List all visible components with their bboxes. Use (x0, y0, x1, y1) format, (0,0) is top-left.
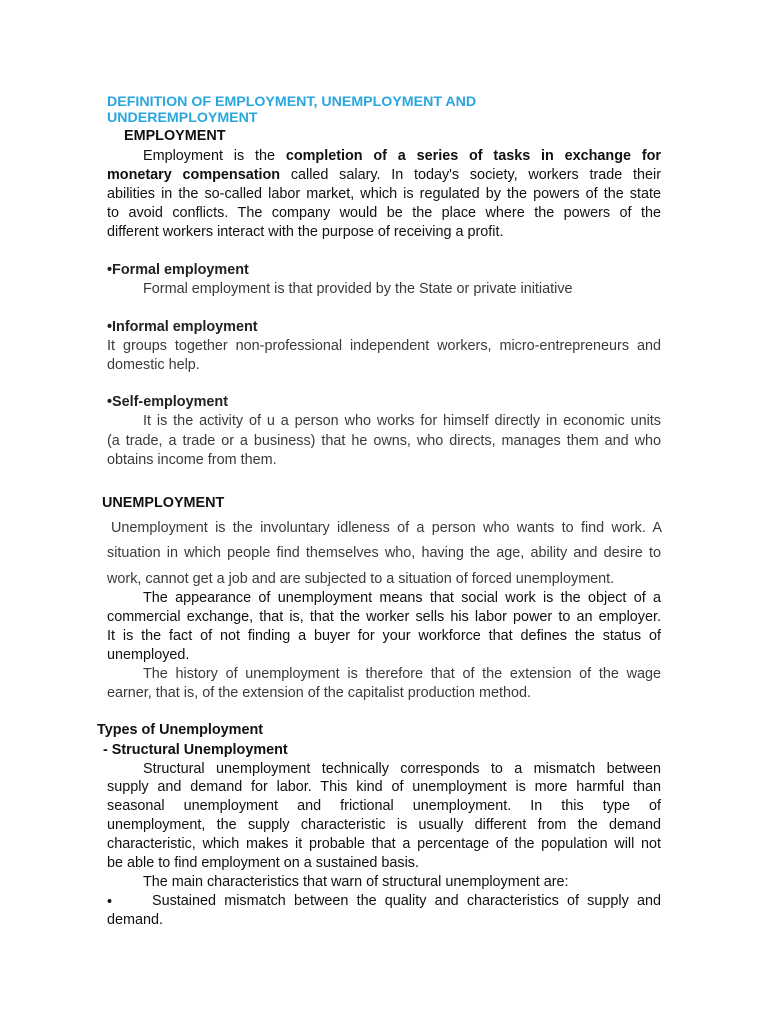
unemployment-paragraph-2-line-4: unemployed. (107, 647, 190, 663)
unemployment-paragraph-3-line-2: earner, that is, of the extension of the capitalist production method. (107, 685, 531, 701)
document-title-line-2: UNDEREMPLOYMENT (107, 110, 258, 126)
employment-paragraph-line-1 (143, 147, 661, 166)
employment-text-bold: completion of a series of tasks in exchange for (285, 148, 661, 164)
employment-text-plain-2: called salary. In today's society, workers trade their (280, 167, 661, 183)
informal-employment-line-1: It groups together non-professional independent workers, micro-entrepreneurs and (107, 338, 661, 354)
employment-text-bold-2: monetary compensation (107, 167, 281, 183)
employment-heading: EMPLOYMENT (124, 128, 226, 144)
employment-text-plain: Employment is the (143, 148, 286, 164)
unemployment-paragraph-2-line-1: The appearance of unemployment means that social work is the object of a (143, 590, 661, 606)
formal-employment-heading: •Formal employment (107, 262, 249, 278)
types-of-unemployment-heading: Types of Unemployment (97, 722, 264, 738)
employment-paragraph-line-2 (107, 166, 661, 185)
informal-employment-line-2: domestic help. (107, 357, 200, 373)
unemployment-paragraph-3-line-1: The history of unemployment is therefore that of the extension of the wage (143, 666, 661, 682)
document-title-line-1: DEFINITION OF EMPLOYMENT, UNEMPLOYMENT AND (107, 94, 477, 110)
structural-line-1: Structural unemployment technically corresponds to a mismatch between (143, 761, 661, 777)
unemployment-paragraph-1-line-3: work, cannot get a job and are subjected to a situation of forced unemployment. (107, 571, 615, 587)
employment-paragraph-line-5: different workers interact with the purpose of receiving a profit. (107, 224, 504, 240)
structural-line-4: unemployment, the supply characteristic is usually different from the demand (107, 817, 661, 833)
structural-line-3: seasonal unemployment and frictional unemployment. In this type of (107, 798, 661, 814)
structural-unemployment-heading: - Structural Unemployment (103, 742, 288, 758)
structural-line-5: characteristic, which makes it probable that a percentage of the population will not (107, 836, 661, 852)
self-employment-line-2: (a trade, a trade or a business) that he owns, who directs, manages them and who (107, 433, 661, 449)
bullet-item-line-1: Sustained mismatch between the quality and characteristics of supply and (152, 893, 661, 909)
unemployment-heading: UNEMPLOYMENT (102, 495, 225, 511)
unemployment-paragraph-2-line-3: It is the fact of not finding a buyer for your workforce that defines the status of (107, 628, 661, 644)
self-employment-heading: •Self-employment (107, 394, 228, 410)
self-employment-line-3: obtains income from them. (107, 452, 277, 468)
bullet-item-line-2: demand. (107, 912, 164, 928)
structural-line-7: The main characteristics that warn of structural unemployment are: (143, 874, 569, 890)
structural-line-6: be able to find employment on a sustained basis. (107, 855, 419, 871)
informal-employment-heading: •Informal employment (107, 319, 258, 335)
unemployment-paragraph-2-line-2: commercial exchange, that is, that the worker sells his labor power to an employer. (107, 609, 661, 625)
employment-paragraph-line-3: abilities in the so-called labor market, which is regulated by the powers of the state (107, 186, 661, 202)
bullet-marker: • (107, 894, 113, 910)
self-employment-line-1: It is the activity of u a person who works for himself directly in economic units (143, 413, 661, 429)
unemployment-paragraph-1-line-2: situation in which people find themselves who, having the age, ability and desire to (107, 545, 661, 561)
employment-paragraph-line-4: to avoid conflicts. The company would be the place where the powers of the (107, 205, 661, 221)
formal-employment-text: Formal employment is that provided by the State or private initiative (143, 281, 573, 297)
unemployment-paragraph-1-line-1: Unemployment is the involuntary idleness of a person who wants to find work. A (111, 520, 662, 536)
structural-line-2: supply and demand for labor. This kind of unemployment is more harmful than (107, 779, 661, 795)
